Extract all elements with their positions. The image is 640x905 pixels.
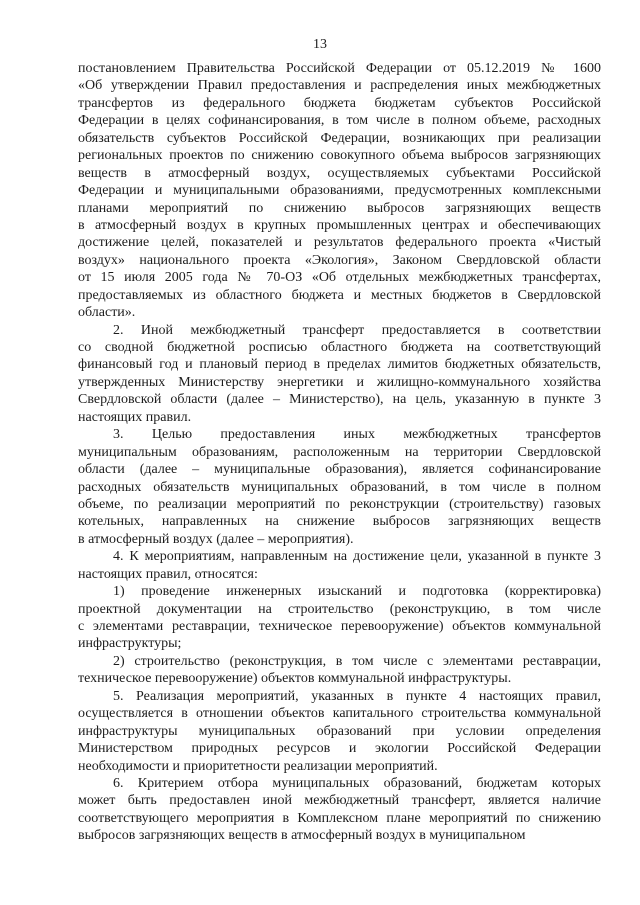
text-line: необходимости и приоритетности реализации мероприятий. <box>78 758 438 774</box>
text-line: в атмосферный воздух в крупных промышленных центрах и обеспечивающих <box>78 217 601 233</box>
text-line: осуществляется в отношении объектов капитального строительства коммунальной <box>78 706 601 722</box>
paragraph-subitem-2 <box>78 653 601 688</box>
text-line: 1) проведение инженерных изысканий и подготовка (корректировка) <box>113 584 601 600</box>
paragraph-subitem-1 <box>78 583 601 653</box>
paragraph-item-2 <box>78 322 601 427</box>
text-line: 5. Реализация мероприятий, указанных в пункте 4 настоящих правил, <box>113 688 601 704</box>
text-line: обязательств субъектов Российской Федерации, возникающих при реализации <box>78 130 601 146</box>
document-body <box>78 60 601 845</box>
text-line: настоящих правил. <box>78 409 192 425</box>
paragraph-item-6 <box>78 775 601 845</box>
text-line: региональных проектов по снижению совокупного объема выбросов загрязняющих <box>78 148 601 164</box>
text-line: веществ в атмосферный воздух, осуществляемых субъектами Российской <box>78 165 601 181</box>
text-line: 6. Критерием отбора муниципальных образований, бюджетам которых <box>113 775 601 791</box>
text-line: предоставляемых из областного бюджета и местных бюджетов в Свердловской <box>78 287 601 303</box>
text-line: достижение целей, показателей и результатов федерального проекта «Чистый <box>78 235 601 251</box>
paragraph-item-4 <box>78 548 601 583</box>
text-line: утвержденных Министерству энергетики и жилищно-коммунального хозяйства <box>78 374 601 390</box>
text-line: 3. Целью предоставления иных межбюджетных трансфертов <box>113 427 601 443</box>
text-line: планами мероприятий по снижению выбросов загрязняющих веществ <box>78 200 601 216</box>
paragraph-continuation <box>78 60 601 322</box>
text-line: инфраструктуры; <box>78 636 182 652</box>
text-line: постановлением Правительства Российской Федерации от 05.12.2019 № 1600 <box>78 61 601 76</box>
text-line: проектной документации на строительство (реконструкцию, в том числе <box>78 601 601 617</box>
text-line: Федерации и муниципальными образованиями, предусмотренных комплексными <box>78 183 601 199</box>
text-line: настоящих правил, относятся: <box>78 566 258 582</box>
text-line: трансфертов из федерального бюджета бюджетам субъектов Российской <box>78 95 601 111</box>
text-line: от 15 июля 2005 года № 70-ОЗ «Об отдельных межбюджетных трансфертах, <box>78 270 601 286</box>
text-line: с элементами реставрации, техническое перевооружение) объектов коммунальной <box>78 619 601 634</box>
text-line: в атмосферный воздух (далее – мероприятия). <box>78 531 354 547</box>
page-number: 13 <box>313 37 327 52</box>
paragraph-item-3 <box>78 426 601 548</box>
paragraph-item-5 <box>78 688 601 775</box>
text-line: воздух» национального проекта «Экология», Законом Свердловской области <box>78 252 601 268</box>
text-line: 2. Иной межбюджетный трансферт предоставляется в соответствии <box>113 322 601 338</box>
text-line: инфраструктуры муниципальных образований при условии определения <box>78 723 601 739</box>
text-line: может быть предоставлен иной межбюджетный трансферт, является наличие <box>78 793 601 809</box>
text-line: 4. К мероприятиям, направленным на достижение цели, указанной в пункте 3 <box>113 549 601 565</box>
text-line: области (далее – муниципальные образования), является софинансирование <box>78 462 601 478</box>
text-line: со сводной бюджетной росписью областного бюджета на соответствующий <box>78 340 601 355</box>
text-line: финансовый год и плановый период в пределах лимитов бюджетных обязательств, <box>78 357 601 373</box>
text-line: техническое перевооружение) объектов коммунальной инфраструктуры. <box>78 671 512 687</box>
text-line: «Об утверждении Правил предоставления и распределения иных межбюджетных <box>78 78 601 94</box>
text-line: Министерством природных ресурсов и экологии Российской Федерации <box>78 741 601 757</box>
text-line: котельных, направленных на снижение выбросов загрязняющих веществ <box>78 514 601 530</box>
text-line: выбросов загрязняющих веществ в атмосферный воздух в муниципальном <box>78 828 526 844</box>
text-line: 2) строительство (реконструкция, в том числе с элементами реставрации, <box>113 653 601 669</box>
text-line: Федерации в целях софинансирования, в том числе в полном объеме, расходных <box>78 113 601 129</box>
text-line: расходных обязательств муниципальных образований, в том числе в полном <box>78 479 601 495</box>
text-line: Свердловской области (далее – Министерство), на цель, указанную в пункте 3 <box>78 392 601 408</box>
text-line: объеме, по реализации мероприятий по реконструкции (строительству) газовых <box>78 496 601 512</box>
text-line: области». <box>78 305 136 321</box>
text-line: соответствующего мероприятия в Комплексном плане мероприятий по снижению <box>78 810 601 826</box>
text-line: муниципальным образованиям, расположенным на территории Свердловской <box>78 444 601 460</box>
